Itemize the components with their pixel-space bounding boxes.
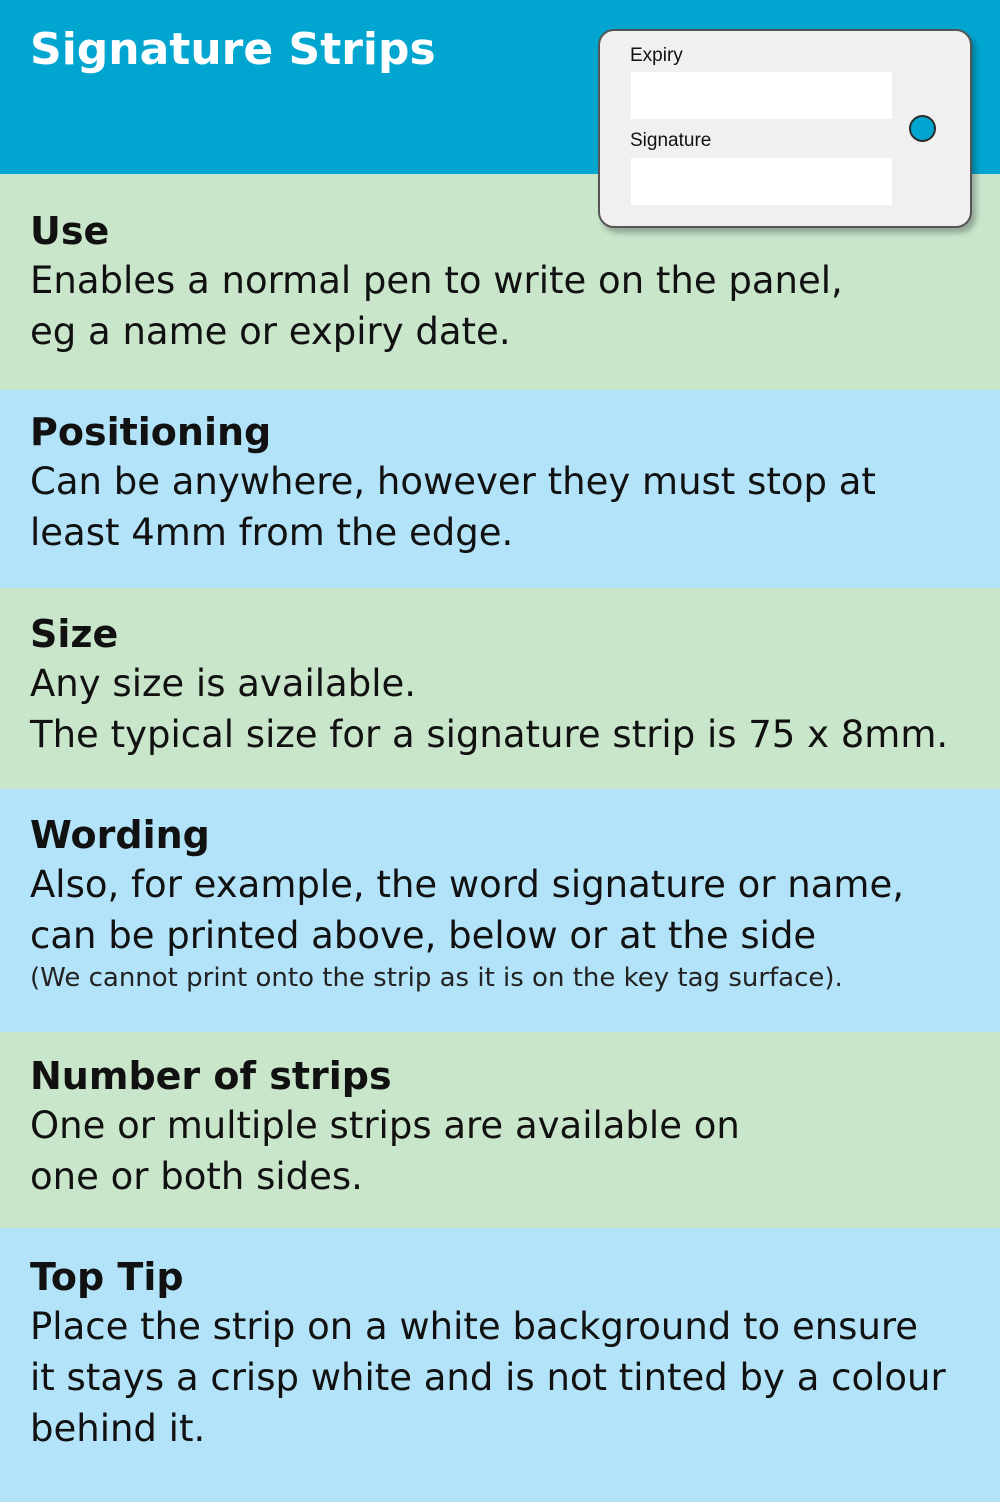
section-positioning [0,390,1000,588]
section-text-line: Place the strip on a white background to ensure [30,1305,919,1348]
section-text-line: The typical size for a signature strip is 75 x 8mm. [30,713,949,756]
section-text-line: least 4mm from the edge. [30,511,514,554]
section-top-tip [0,1228,1000,1502]
section-text-line: One or multiple strips are available on [30,1104,740,1147]
section-text-line: behind it. [30,1407,206,1450]
section-text-line: it stays a crisp white and is not tinted by a colour [30,1356,946,1399]
page-title: Signature Strips [30,24,436,75]
section-title-wording: Wording [30,813,210,857]
section-text-line: one or both sides. [30,1155,363,1198]
section-wording [0,789,1000,1032]
key-ring-hole-icon [909,115,936,142]
section-text-line: eg a name or expiry date. [30,310,511,353]
expiry-label: Expiry [630,45,683,66]
section-text-line: can be printed above, below or at the side [30,914,817,957]
section-title-size: Size [30,612,119,656]
signature-label: Signature [630,130,712,151]
section-title-number-of-strips: Number of strips [30,1054,392,1098]
section-title-top-tip: Top Tip [30,1255,184,1299]
signature-strip [631,158,892,205]
key-tag-illustration [598,29,972,228]
section-text-line: Any size is available. [30,662,417,705]
expiry-strip [631,72,892,119]
section-text-line: Also, for example, the word signature or name, [30,863,904,906]
section-number-of-strips [0,1032,1000,1228]
section-size [0,588,1000,789]
section-title-positioning: Positioning [30,410,272,454]
section-text-line: Enables a normal pen to write on the panel, [30,259,843,302]
section-note: (We cannot print onto the strip as it is on the key tag surface). [30,963,843,993]
section-text-line: Can be anywhere, however they must stop at [30,460,876,503]
section-title-use: Use [30,209,110,253]
